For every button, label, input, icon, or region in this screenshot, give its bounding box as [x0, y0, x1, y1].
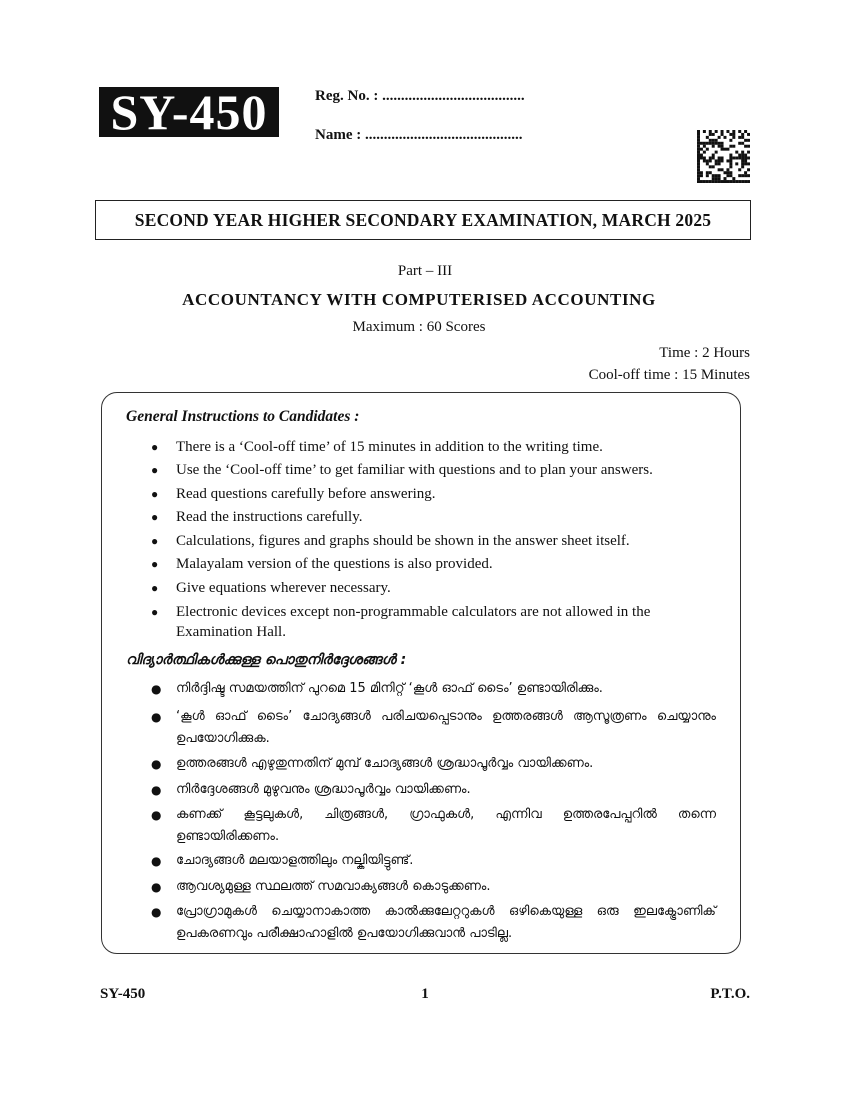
bullet-icon: ●	[151, 440, 159, 454]
exam-subject: ACCOUNTANCY WITH COMPUTERISED ACCOUNTING	[182, 290, 656, 309]
bullet-icon: ●	[151, 487, 159, 501]
footer-paper-code: SY-450	[100, 986, 146, 1002]
max-score: Maximum : 60 Scores	[352, 319, 486, 335]
bullet-icon: ●	[151, 463, 159, 477]
exam-part: Part – III	[397, 263, 453, 279]
bullet-icon: ●	[151, 808, 162, 822]
instructions-heading: General Instructions to Candidates :	[126, 408, 360, 425]
malayalam-instructions-heading: വിദ്യാർത്ഥികൾക്കുള്ള പൊതുനിർദ്ദേശങ്ങൾ :	[126, 652, 407, 668]
exam-time: Time : 2 Hours	[659, 345, 750, 361]
bullet-icon: ●	[151, 710, 162, 724]
name-field	[315, 127, 522, 144]
bullet-icon: ●	[151, 682, 162, 696]
name-label: Name : ..........................................	[315, 127, 523, 143]
bullet-icon: ●	[151, 783, 162, 797]
bullet-icon: ●	[151, 605, 159, 619]
bullet-icon: ●	[151, 557, 159, 571]
reg-no-label: Reg. No. : ......................................	[315, 88, 525, 104]
bullet-icon: ●	[151, 510, 159, 524]
paper-code: SY-450	[99, 87, 279, 137]
qr-code-icon	[697, 130, 750, 183]
bullet-icon: ●	[151, 581, 159, 595]
page-number: 1	[421, 986, 429, 1002]
pto-label: P.T.O.	[710, 986, 750, 1002]
bullet-icon: ●	[151, 757, 162, 771]
bullet-icon: ●	[151, 854, 162, 868]
cool-off-time: Cool-off time : 15 Minutes	[588, 367, 750, 383]
bullet-icon: ●	[151, 534, 159, 548]
reg-no-field	[315, 88, 525, 105]
bullet-icon: ●	[151, 905, 162, 919]
bullet-icon: ●	[151, 880, 162, 894]
exam-title: SECOND YEAR HIGHER SECONDARY EXAMINATION, MARCH 2025	[95, 200, 751, 240]
